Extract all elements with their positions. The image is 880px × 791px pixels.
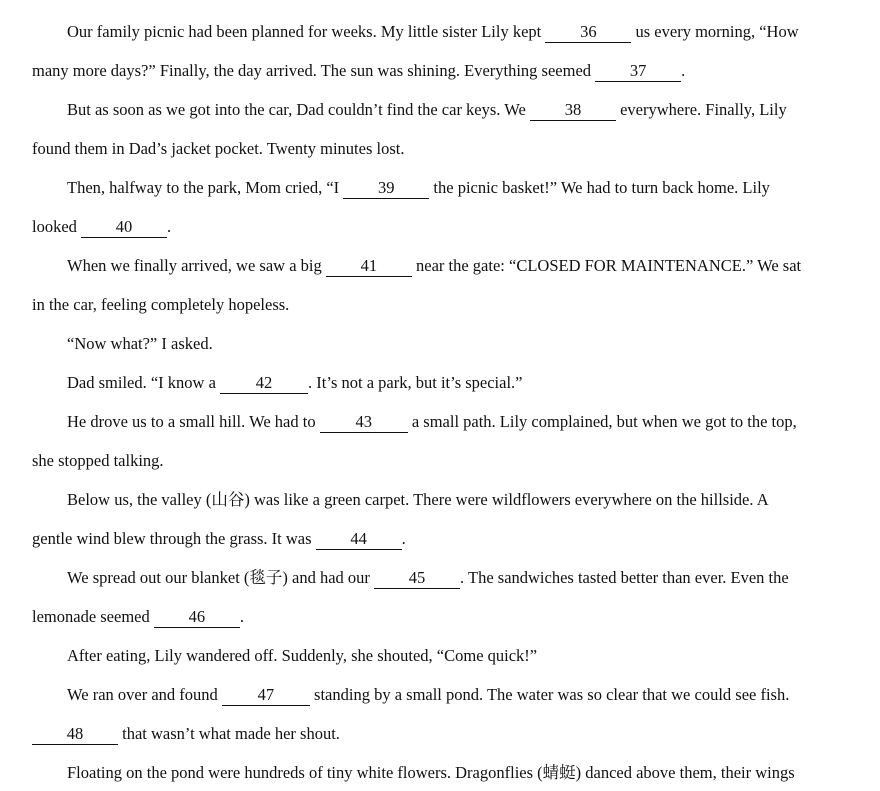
passage-text: lemonade seemed <box>32 607 154 626</box>
passage-line <box>32 450 164 472</box>
passage-text: Dad smiled. “I know a <box>67 373 221 392</box>
answer-blank[interactable]: 43 <box>320 412 408 433</box>
passage-text: a small path. Lily complained, but when we got to the top, <box>407 412 797 431</box>
answer-blank[interactable]: 41 <box>326 256 412 277</box>
passage-line <box>32 606 244 628</box>
passage-line <box>67 99 787 121</box>
answer-blank[interactable]: 36 <box>545 22 631 43</box>
passage-text: . <box>239 607 244 626</box>
passage-line <box>32 528 406 550</box>
passage-text: she stopped talking. <box>32 451 164 470</box>
passage-text: After eating, Lily wandered off. Suddenly, she shouted, “Come quick!” <box>67 646 538 665</box>
passage-text: Floating on the pond were hundreds of tiny white flowers. Dragonflies (蜻蜓) danced above them, their wings <box>67 763 795 782</box>
passage-text: . <box>401 529 406 548</box>
passage-line <box>67 645 537 667</box>
passage-text: He drove us to a small hill. We had to <box>67 412 320 431</box>
passage-line <box>67 255 801 277</box>
passage-line <box>67 21 799 43</box>
passage-line <box>67 372 523 394</box>
passage-text: We ran over and found <box>67 685 222 704</box>
answer-blank[interactable]: 45 <box>374 568 460 589</box>
passage-line <box>67 567 789 589</box>
passage-text: found them in Dad’s jacket pocket. Twenty minutes lost. <box>32 139 405 158</box>
passage-line <box>67 333 213 355</box>
passage-line <box>67 411 797 433</box>
passage-text: Below us, the valley (山谷) was like a green carpet. There were wildflowers everywhere on the hillside. A <box>67 490 769 509</box>
answer-blank[interactable]: 38 <box>530 100 616 121</box>
passage-line <box>32 216 171 238</box>
passage-line <box>32 60 685 82</box>
passage-text: near the gate: “CLOSED FOR MAINTENANCE.” We sat <box>411 256 802 275</box>
passage-text: gentle wind blew through the grass. It was <box>32 529 316 548</box>
passage-text: in the car, feeling completely hopeless. <box>32 295 290 314</box>
passage-text: the picnic basket!” We had to turn back home. Lily <box>429 178 770 197</box>
answer-blank[interactable]: 44 <box>316 529 402 550</box>
passage-text: that wasn’t what made her shout. <box>118 724 340 743</box>
passage-text: everywhere. Finally, Lily <box>615 100 787 119</box>
answer-blank[interactable]: 42 <box>220 373 308 394</box>
answer-blank[interactable]: 48 <box>32 724 118 745</box>
passage-text: Our family picnic had been planned for weeks. My little sister Lily kept <box>67 22 546 41</box>
passage-line <box>67 177 770 199</box>
passage-line <box>32 138 404 160</box>
passage-line <box>32 723 340 745</box>
passage-line <box>67 684 789 706</box>
passage-text: many more days?” Finally, the day arrived. The sun was shining. Everything seemed <box>32 61 596 80</box>
passage-text: looked <box>32 217 82 236</box>
passage-text: . <box>681 61 686 80</box>
passage-text: “Now what?” I asked. <box>67 334 213 353</box>
answer-blank[interactable]: 37 <box>595 61 681 82</box>
passage-text: We spread out our blanket (毯子) and had our <box>67 568 375 587</box>
clipped-previous-line <box>0 0 880 4</box>
passage-text: But as soon as we got into the car, Dad couldn’t find the car keys. We <box>67 100 530 119</box>
passage-line <box>32 294 289 316</box>
passage-text: . <box>167 217 172 236</box>
passage-text: Then, halfway to the park, Mom cried, “I <box>67 178 344 197</box>
passage-line <box>67 489 769 511</box>
answer-blank[interactable]: 40 <box>81 217 167 238</box>
answer-blank[interactable]: 47 <box>222 685 310 706</box>
passage-text: us every morning, “How <box>631 22 799 41</box>
passage-line <box>67 762 795 784</box>
passage-text: When we finally arrived, we saw a big <box>67 256 326 275</box>
answer-blank[interactable]: 46 <box>154 607 240 628</box>
passage-text: standing by a small pond. The water was so clear that we could see fish. <box>309 685 790 704</box>
passage-text: . It’s not a park, but it’s special.” <box>308 373 523 392</box>
passage-text: . The sandwiches tasted better than ever. Even the <box>460 568 789 587</box>
answer-blank[interactable]: 39 <box>343 178 429 199</box>
